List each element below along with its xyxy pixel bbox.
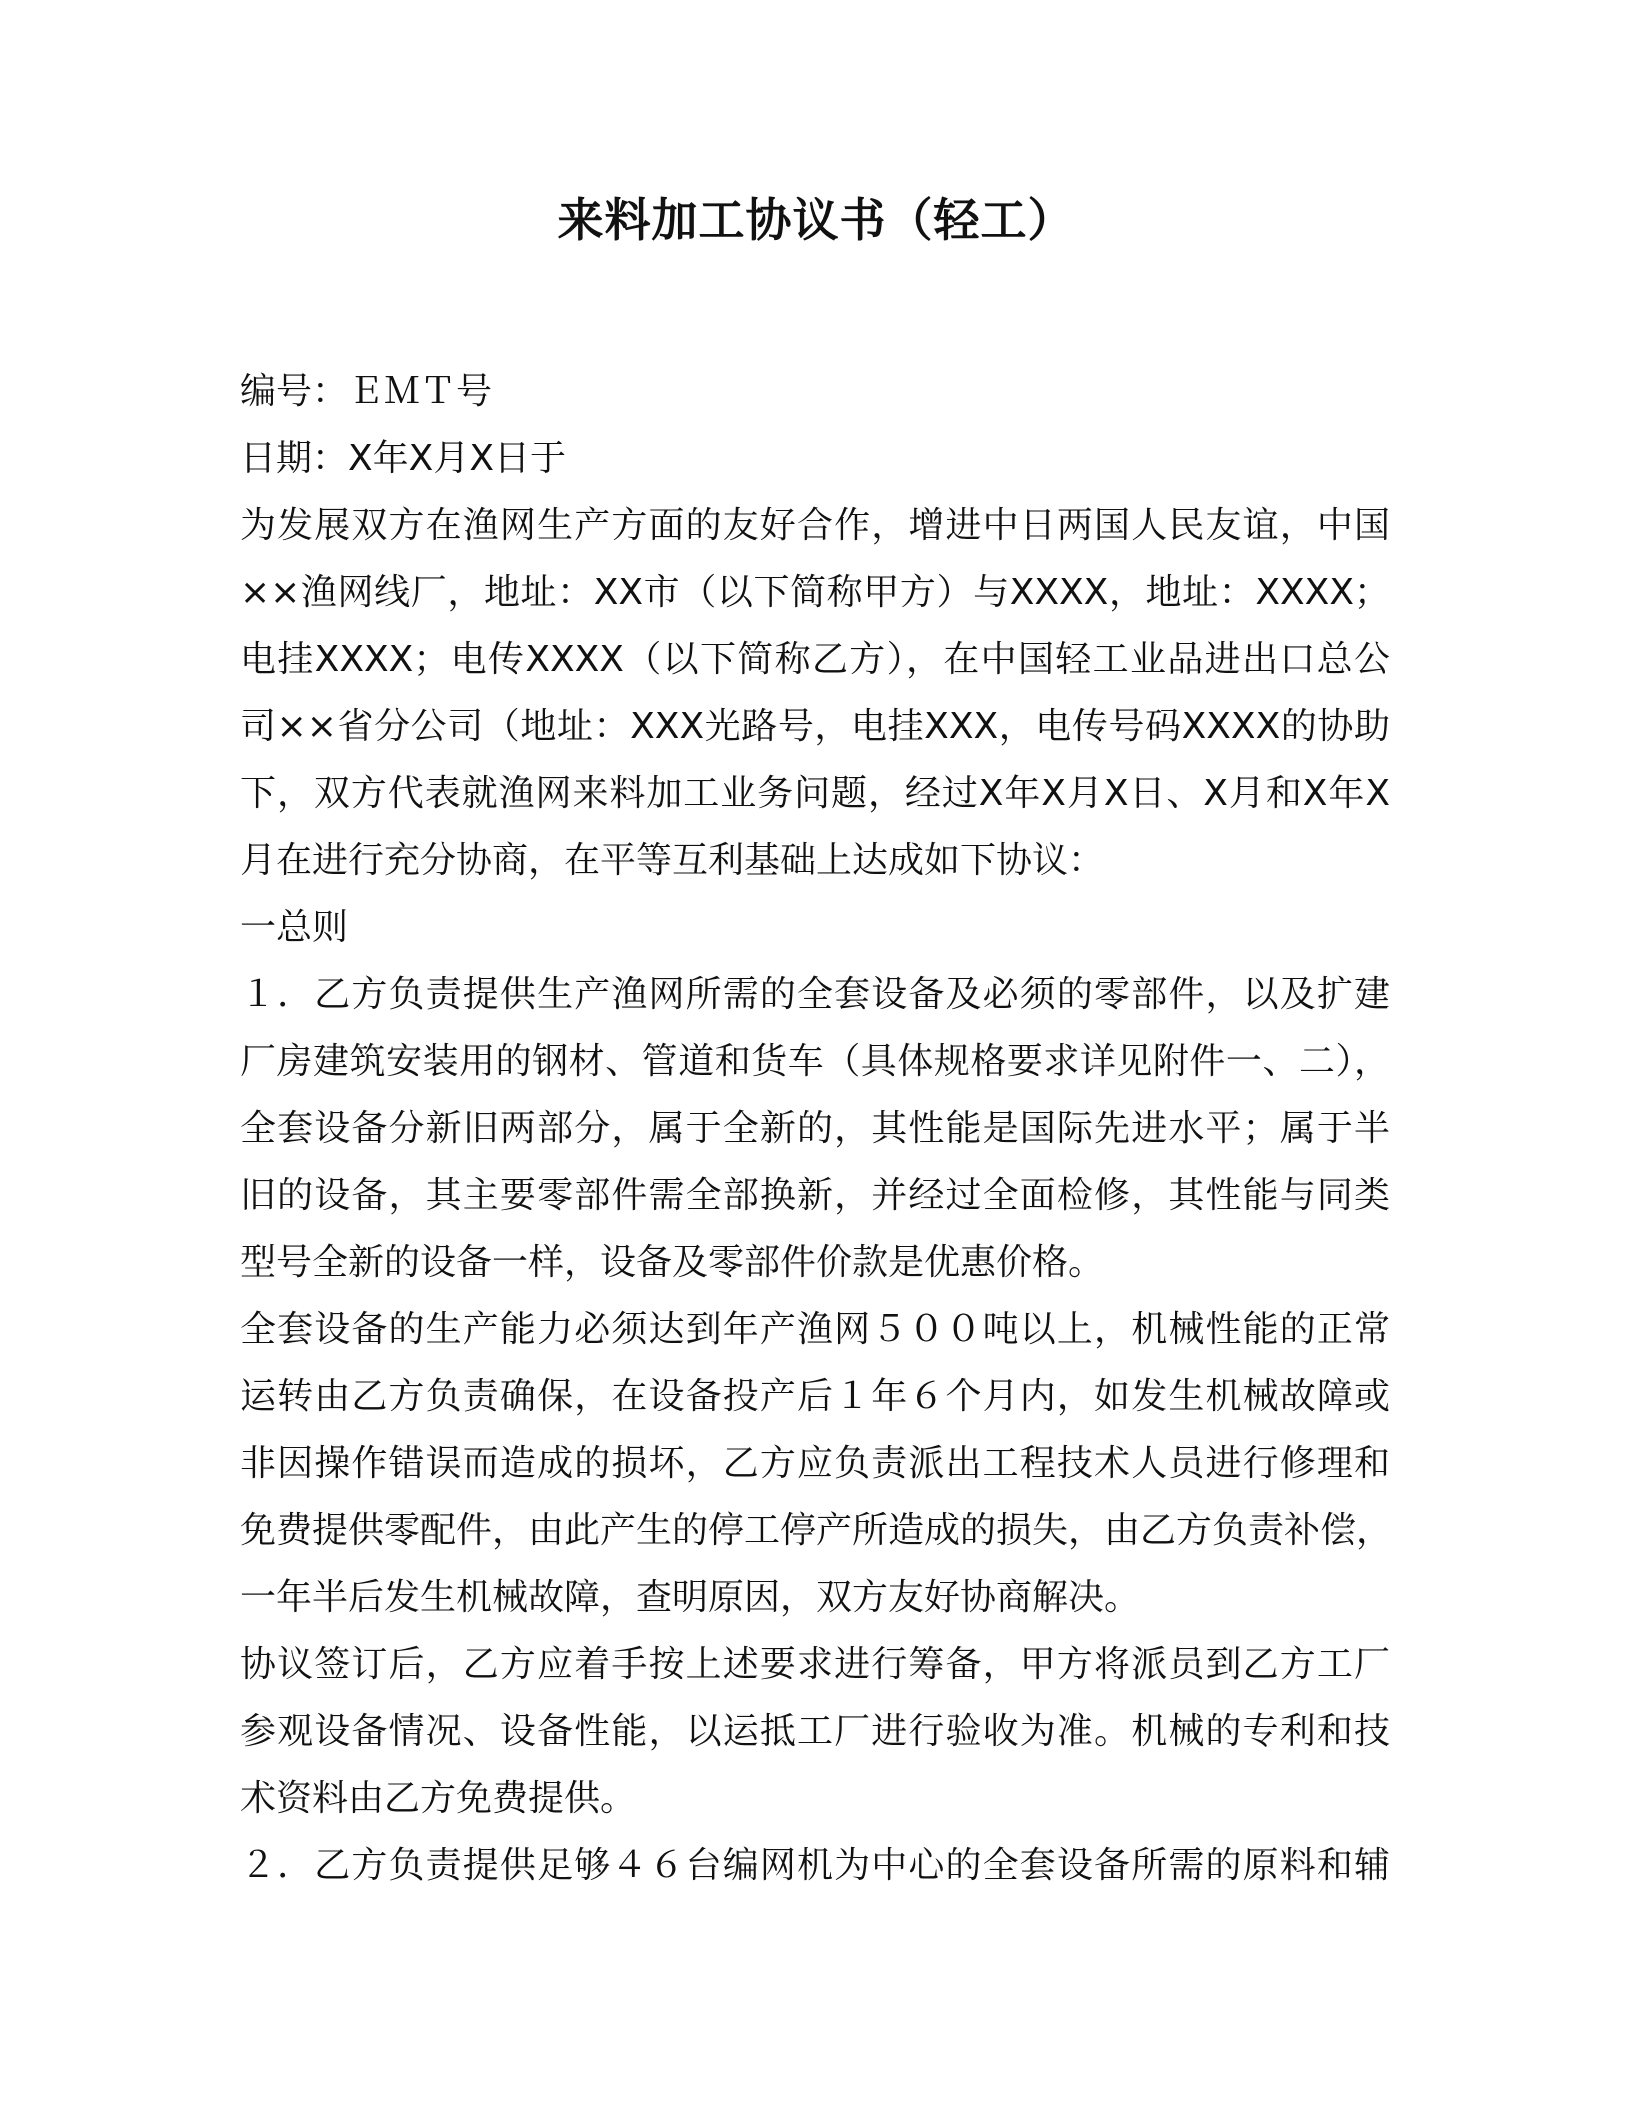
text-line: 非因操作错误而造成的损坏，乙方应负责派出工程技术人员进行修理和 bbox=[240, 1443, 1390, 1484]
text-line: 一年半后发生机械故障，查明原因，双方友好协商解决。 bbox=[240, 1577, 1141, 1618]
text-line: 参观设备情况、设备性能，以运抵工厂进行验收为准。机械的专利和技 bbox=[240, 1711, 1390, 1752]
text-line: 运转由乙方负责确保，在设备投产后１年６个月内，如发生机械故障或 bbox=[240, 1376, 1390, 1417]
text-line: 全套设备的生产能力必须达到年产渔网５００吨以上，机械性能的正常 bbox=[240, 1309, 1390, 1350]
text-line: 为发展双方在渔网生产方面的友好合作，增进中日两国人民友谊，中国 bbox=[240, 505, 1390, 546]
text-line: 月在进行充分协商，在平等互利基础上达成如下协议： bbox=[240, 840, 1105, 881]
text-line: 司××省分公司（地址：XXX光路号，电挂XXX，电传号码XXXX的协助 bbox=[240, 706, 1390, 747]
date-line: 日期：X年X月X日于 bbox=[240, 438, 566, 479]
contract-number-line: 编号：ＥＭＴ号 bbox=[240, 371, 493, 412]
document-title: 来料加工协议书（轻工） bbox=[557, 193, 1075, 247]
text-line: 术资料由乙方免费提供。 bbox=[240, 1778, 637, 1819]
text-line: 电挂XXXX；电传XXXX（以下简称乙方），在中国轻工业品进出口总公 bbox=[240, 639, 1390, 680]
text-line: 免费提供零配件，由此产生的停工停产所造成的损失，由乙方负责补偿， bbox=[240, 1510, 1393, 1551]
text-line: 旧的设备，其主要零部件需全部换新，并经过全面检修，其性能与同类 bbox=[240, 1175, 1390, 1216]
text-line: ２．乙方负责提供足够４６台编网机为中心的全套设备所需的原料和辅 bbox=[240, 1845, 1390, 1886]
text-line: 型号全新的设备一样，设备及零部件价款是优惠价格。 bbox=[240, 1242, 1105, 1283]
text-line: 厂房建筑安装用的钢材、管道和货车（具体规格要求详见附件一、二）， bbox=[240, 1041, 1390, 1082]
text-line: 下，双方代表就渔网来料加工业务问题，经过X年X月X日、X月和X年X bbox=[240, 773, 1390, 814]
section-heading: 一总则 bbox=[240, 907, 349, 948]
text-line: 协议签订后，乙方应着手按上述要求进行筹备，甲方将派员到乙方工厂 bbox=[240, 1644, 1390, 1685]
text-line: 全套设备分新旧两部分，属于全新的，其性能是国际先进水平；属于半 bbox=[240, 1108, 1390, 1149]
text-line: １．乙方负责提供生产渔网所需的全套设备及必须的零部件，以及扩建 bbox=[240, 974, 1390, 1015]
document-body bbox=[240, 358, 1393, 1899]
text-line: ××渔网线厂，地址：XX市（以下简称甲方）与XXXX，地址：XXXX； bbox=[240, 572, 1390, 613]
